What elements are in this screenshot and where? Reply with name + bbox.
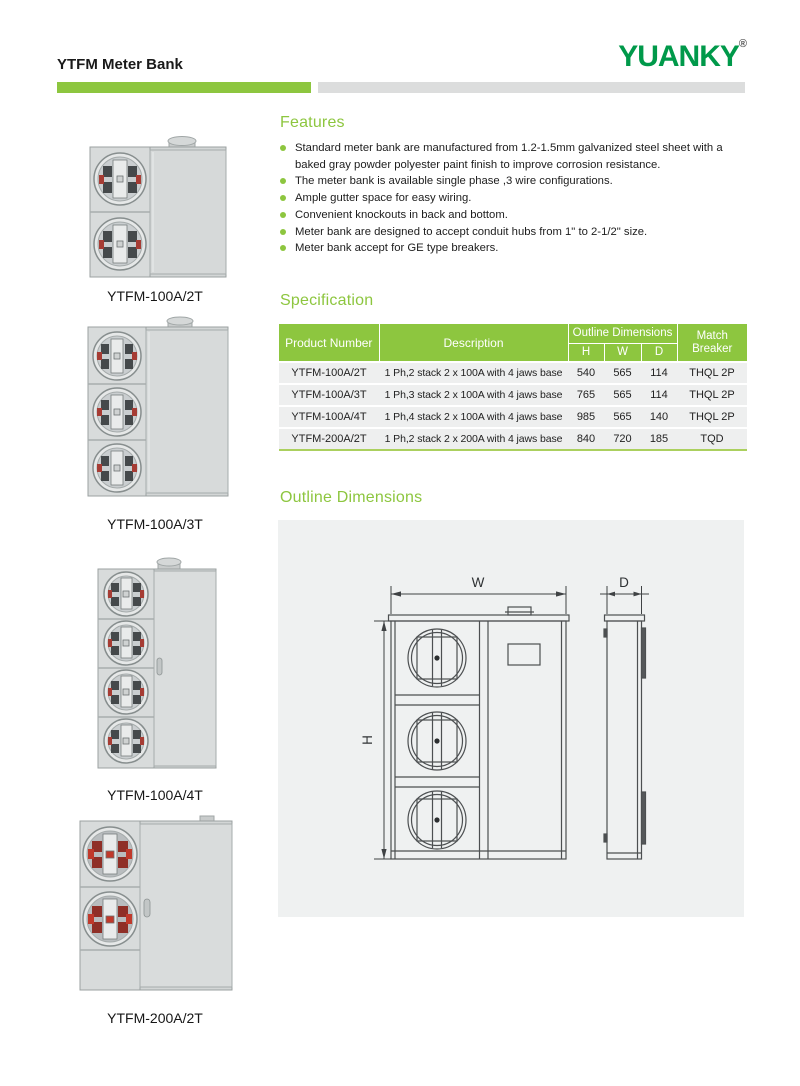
feature-item: [280, 190, 748, 207]
cell-breaker: TQD: [677, 428, 747, 450]
cell-product: YTFM-200A/2T: [279, 428, 379, 450]
col-header-product: Product Number: [279, 324, 379, 362]
outline-dimensions-panel: [278, 520, 744, 917]
feature-text: The meter bank is available single phase ,3 wire configurations.: [295, 175, 613, 188]
bullet-icon: [280, 178, 286, 184]
dimension-label-w: W: [471, 575, 485, 590]
features-list: [280, 140, 748, 257]
cell-description: 1 Ph,2 stack 2 x 200A with 4 jaws base: [379, 428, 568, 450]
cell-d: 114: [641, 384, 677, 406]
bullet-icon: [280, 212, 286, 218]
bullet-icon: [280, 195, 286, 201]
cell-description: 1 Ph,3 stack 2 x 100A with 4 jaws base: [379, 384, 568, 406]
col-header-description: Description: [379, 324, 568, 362]
product-caption: YTFM-200A/2T: [107, 1010, 203, 1026]
col-header-outline-dimensions: Outline Dimensions: [568, 324, 677, 343]
header-accent-bar: [57, 82, 311, 93]
cell-h: 540: [568, 362, 604, 384]
cell-w: 565: [604, 406, 641, 428]
cell-product: YTFM-100A/3T: [279, 384, 379, 406]
cell-d: 140: [641, 406, 677, 428]
product-photo-3t: [60, 315, 250, 505]
table-row: [279, 428, 747, 450]
dimension-label-h: H: [360, 735, 375, 745]
cell-product: YTFM-100A/4T: [279, 406, 379, 428]
drawing-meter-socket: [408, 791, 466, 849]
feature-text: Meter bank accept for GE type breakers.: [295, 242, 499, 255]
feature-text: Ample gutter space for easy wiring.: [295, 192, 472, 205]
product-photo-200a: [60, 810, 250, 1002]
cell-d: 185: [641, 428, 677, 450]
meter-socket: [104, 621, 148, 665]
meter-socket: [94, 218, 146, 270]
meter-socket: [104, 670, 148, 714]
cell-d: 114: [641, 362, 677, 384]
col-header-h: H: [568, 343, 604, 362]
cell-description: 1 Ph,2 stack 2 x 100A with 4 jaws base: [379, 362, 568, 384]
feature-text: Standard meter bank are manufactured from 1.2-1.5mm galvanized steel sheet with a baked gray powder polyester paint finish to improve corrosion resistance.: [295, 142, 723, 171]
product-caption: YTFM-100A/3T: [107, 516, 203, 532]
drawing-meter-socket: [408, 712, 466, 770]
outline-dimensions-heading: Outline Dimensions: [280, 489, 423, 506]
drawing-meter-socket: [408, 629, 466, 687]
meter-socket: [83, 827, 137, 881]
product-photo-2t: [60, 133, 250, 283]
cell-w: 565: [604, 362, 641, 384]
col-header-d: D: [641, 343, 677, 362]
table-row: [279, 362, 747, 384]
page-title: YTFM Meter Bank: [57, 56, 183, 73]
dimension-label-d: D: [619, 575, 629, 590]
meter-socket: [93, 332, 141, 380]
features-heading: Features: [280, 114, 345, 131]
feature-item: [280, 224, 748, 241]
col-header-w: W: [604, 343, 641, 362]
feature-item: [280, 173, 748, 190]
specification-heading: Specification: [280, 292, 374, 309]
cell-h: 840: [568, 428, 604, 450]
meter-socket: [104, 719, 148, 763]
product-figure: [60, 810, 250, 1026]
product-figure: [60, 315, 250, 532]
cell-breaker: THQL 2P: [677, 384, 747, 406]
registered-mark: ®: [738, 38, 747, 50]
cell-w: 565: [604, 384, 641, 406]
specification-table: [279, 324, 747, 451]
brand-logo-text: YUANKY: [618, 40, 739, 73]
bullet-icon: [280, 229, 286, 235]
product-figure: [60, 552, 250, 803]
bullet-icon: [280, 245, 286, 251]
product-caption: YTFM-100A/4T: [107, 787, 203, 803]
feature-item: [280, 140, 748, 173]
product-figure: [60, 133, 250, 304]
table-row: [279, 384, 747, 406]
product-caption: YTFM-100A/2T: [107, 288, 203, 304]
cell-h: 765: [568, 384, 604, 406]
cell-breaker: THQL 2P: [677, 362, 747, 384]
product-photo-4t: [60, 552, 250, 777]
cell-h: 985: [568, 406, 604, 428]
header-gray-bar: [318, 82, 745, 93]
col-header-match-breaker: Match Breaker: [677, 324, 747, 362]
cell-product: YTFM-100A/2T: [279, 362, 379, 384]
cell-breaker: THQL 2P: [677, 406, 747, 428]
meter-socket: [104, 572, 148, 616]
feature-text: Convenient knockouts in back and bottom.: [295, 208, 508, 221]
outline-drawing: [278, 520, 744, 917]
feature-item: [280, 240, 748, 257]
brand-logo: [618, 40, 747, 74]
meter-socket: [93, 444, 141, 492]
table-row: [279, 406, 747, 428]
meter-socket: [94, 153, 146, 205]
feature-item: [280, 207, 748, 224]
cell-description: 1 Ph,4 stack 2 x 100A with 4 jaws base: [379, 406, 568, 428]
cell-w: 720: [604, 428, 641, 450]
bullet-icon: [280, 145, 286, 151]
feature-text: Meter bank are designed to accept conduit hubs from 1" to 2-1/2" size.: [295, 225, 648, 238]
meter-socket: [93, 388, 141, 436]
meter-socket: [83, 892, 137, 946]
